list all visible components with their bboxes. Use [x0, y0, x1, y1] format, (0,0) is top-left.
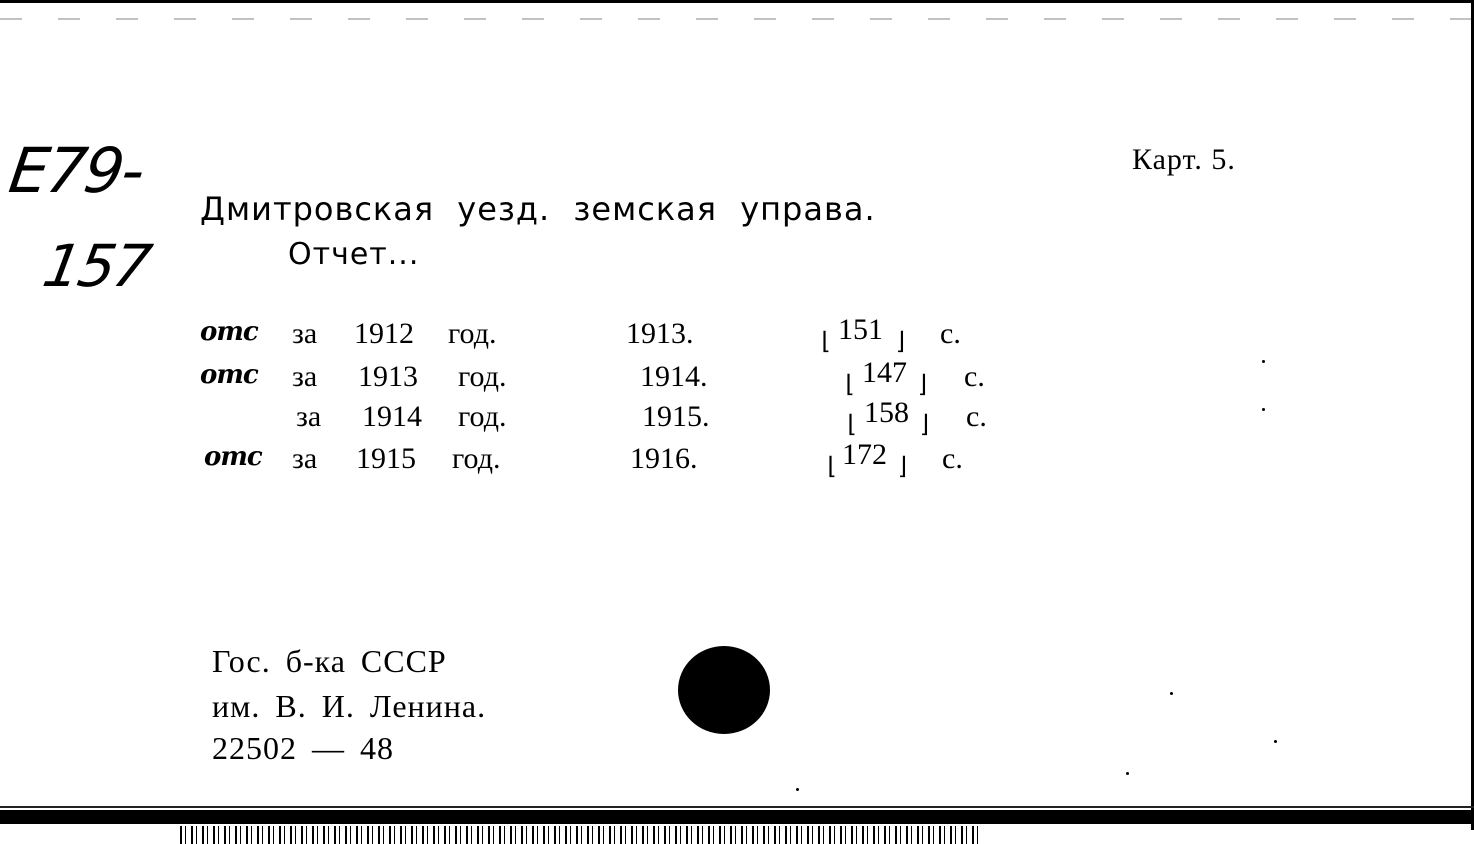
entry-pages: 151 — [838, 313, 883, 346]
handwritten-shelf-number: 157 — [38, 232, 155, 300]
entry-prefix: за — [292, 317, 318, 350]
entry-pub-year: 1915. — [642, 400, 710, 433]
entry-page-unit: с. — [964, 360, 985, 393]
footer-library: Гос. б-ка СССР — [212, 643, 447, 679]
entry-prefix: за — [292, 360, 318, 393]
entry-unit: год. — [452, 442, 501, 475]
entry-pub-year: 1916. — [630, 442, 698, 475]
punch-hole — [678, 646, 770, 734]
bracket-right-icon: ⌋ — [894, 327, 909, 355]
card-top-dashes — [0, 18, 1474, 20]
entry-unit: год. — [458, 400, 507, 433]
handwritten-shelf-code: E79- — [4, 134, 148, 207]
entry-prefix: за — [296, 400, 322, 433]
entry-pages: 172 — [842, 438, 887, 471]
card-top-edge — [0, 0, 1474, 3]
entry-page-unit: с. — [966, 400, 987, 433]
entry-unit: год. — [448, 317, 497, 350]
entry-pages: 158 — [864, 396, 909, 429]
entry-pages: 147 — [862, 356, 907, 389]
scan-speck — [1262, 408, 1265, 411]
scan-speck — [1126, 772, 1129, 775]
card-bottom-line — [0, 806, 1474, 808]
scan-speck — [796, 788, 799, 791]
entry-mark: отс — [200, 317, 258, 347]
card-bottom-band — [0, 810, 1474, 824]
scan-speck — [1274, 740, 1277, 743]
card-label: Карт. 5. — [1132, 143, 1236, 176]
card-subheading: Отчет... — [288, 237, 420, 272]
bracket-right-icon: ⌋ — [918, 410, 933, 438]
entry-mark: отс — [204, 442, 262, 472]
bracket-left-icon: ⌊ — [818, 327, 833, 355]
entry-unit: год. — [458, 360, 507, 393]
scan-speck — [1170, 692, 1173, 695]
entry-year: 1912 — [354, 317, 414, 350]
entry-year: 1915 — [356, 442, 416, 475]
bracket-left-icon: ⌊ — [842, 370, 857, 398]
entry-mark: отс — [200, 360, 258, 390]
entry-page-unit: с. — [942, 442, 963, 475]
entry-page-unit: с. — [940, 317, 961, 350]
bracket-left-icon: ⌊ — [844, 410, 859, 438]
entry-pub-year: 1914. — [640, 360, 708, 393]
entry-prefix: за — [292, 442, 318, 475]
entry-year: 1913 — [358, 360, 418, 393]
bracket-right-icon: ⌋ — [896, 452, 911, 480]
scan-speck — [1262, 360, 1265, 363]
scan-barcode-strip — [180, 826, 980, 844]
entry-year: 1914 — [362, 400, 422, 433]
bracket-left-icon: ⌊ — [824, 452, 839, 480]
footer-library-name: им. В. И. Ленина. — [212, 688, 487, 724]
entry-pub-year: 1913. — [626, 317, 694, 350]
bracket-right-icon: ⌋ — [916, 370, 931, 398]
footer-print-number: 22502 — 48 — [212, 730, 394, 766]
card-heading: Дмитровская уезд. земская управа. — [200, 190, 876, 228]
